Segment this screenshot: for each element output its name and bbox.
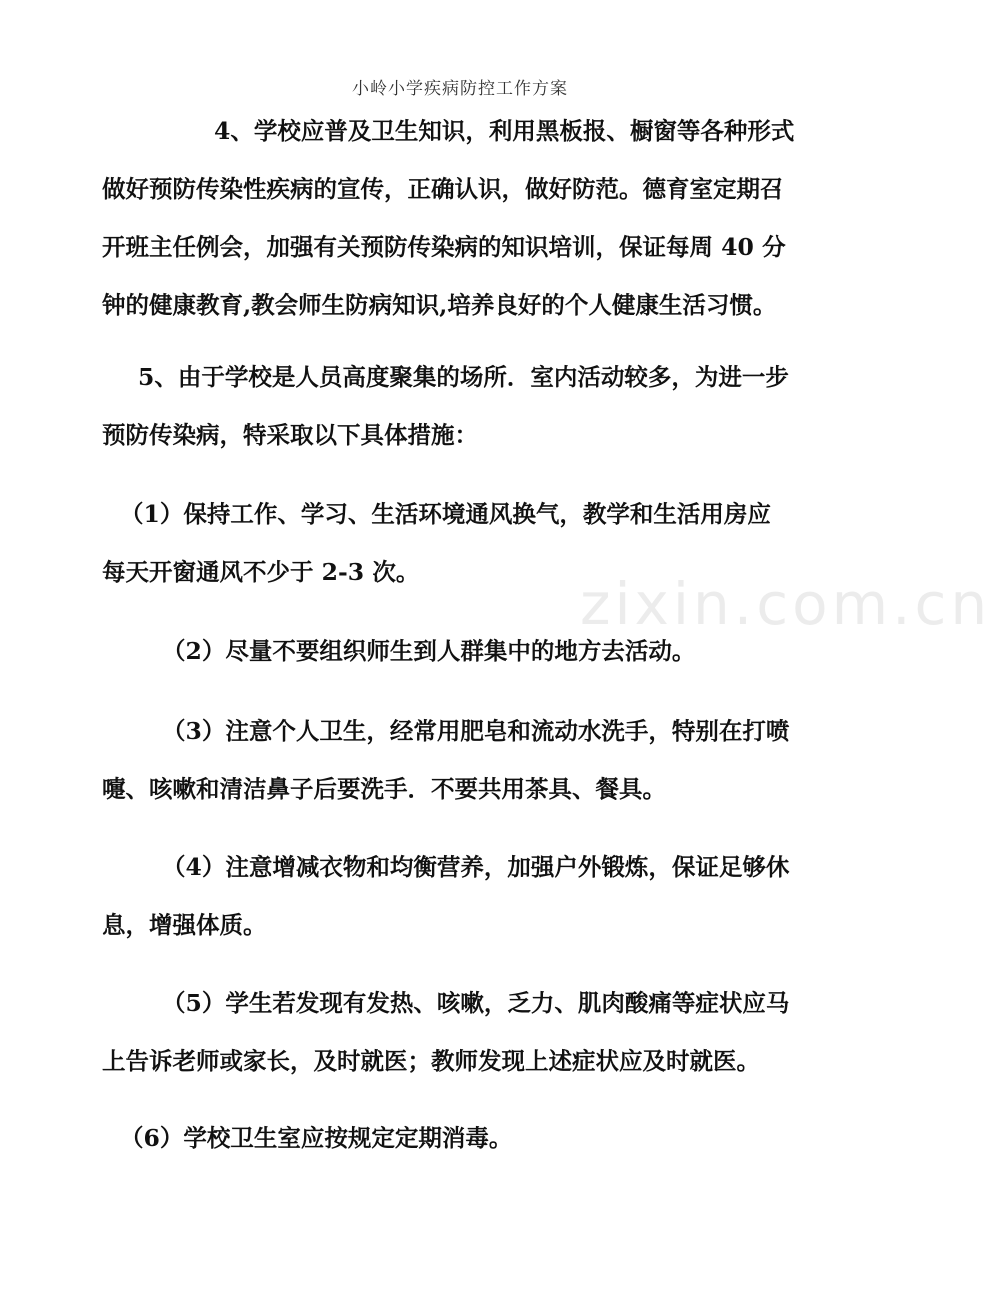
paragraph-line: 钟的健康教育,教会师生防病知识,培养良好的个人健康生活习惯。 (102, 291, 777, 319)
paragraph-line: （2）尽量不要组织师生到人群集中的地方去活动。 (162, 637, 696, 665)
paragraph-line: （1）保持工作、学习、生活环境通风换气，教学和生活用房应 (120, 500, 771, 528)
measure-item-5 (102, 974, 832, 1090)
page-header-title: 小岭小学疾病防控工作方案 (352, 79, 568, 99)
paragraph-4 (102, 102, 832, 334)
paragraph-line: 5、由于学校是人员高度聚集的场所．室内活动较多，为进一步 (138, 363, 789, 391)
measure-item-6 (102, 1109, 832, 1167)
measure-item-4 (102, 838, 832, 954)
paragraph-line: 每天开窗通风不少于 2-3 次。 (102, 558, 420, 586)
paragraph-line: 上告诉老师或家长，及时就医；教师发现上述症状应及时就医。 (102, 1047, 760, 1075)
paragraph-line: 嚏、咳嗽和清洁鼻子后要洗手．不要共用茶具、餐具。 (102, 775, 666, 803)
paragraph-line: 做好预防传染性疾病的宣传，正确认识，做好防范。德育室定期召 (102, 175, 784, 203)
paragraph-line: （5）学生若发现有发热、咳嗽，乏力、肌肉酸痛等症状应马 (162, 989, 790, 1017)
paragraph-5 (102, 348, 832, 464)
paragraph-line: （3）注意个人卫生，经常用肥皂和流动水洗手，特别在打喷 (162, 717, 790, 745)
measure-item-2 (102, 622, 832, 680)
paragraph-line: 息，增强体质。 (102, 911, 267, 939)
paragraph-line: 4、学校应普及卫生知识，利用黑板报、橱窗等各种形式 (214, 117, 795, 145)
paragraph-line: （4）注意增减衣物和均衡营养，加强户外锻炼，保证足够休 (162, 853, 790, 881)
paragraph-line: 开班主任例会，加强有关预防传染病的知识培训，保证每周 40 分 (102, 233, 786, 261)
paragraph-line: （6）学校卫生室应按规定定期消毒。 (120, 1124, 513, 1152)
paragraph-line: 预防传染病，特采取以下具体措施： (102, 421, 478, 449)
measure-item-1 (102, 485, 832, 601)
measure-item-3 (102, 702, 832, 818)
watermark: zixin.com.cn (580, 570, 991, 638)
